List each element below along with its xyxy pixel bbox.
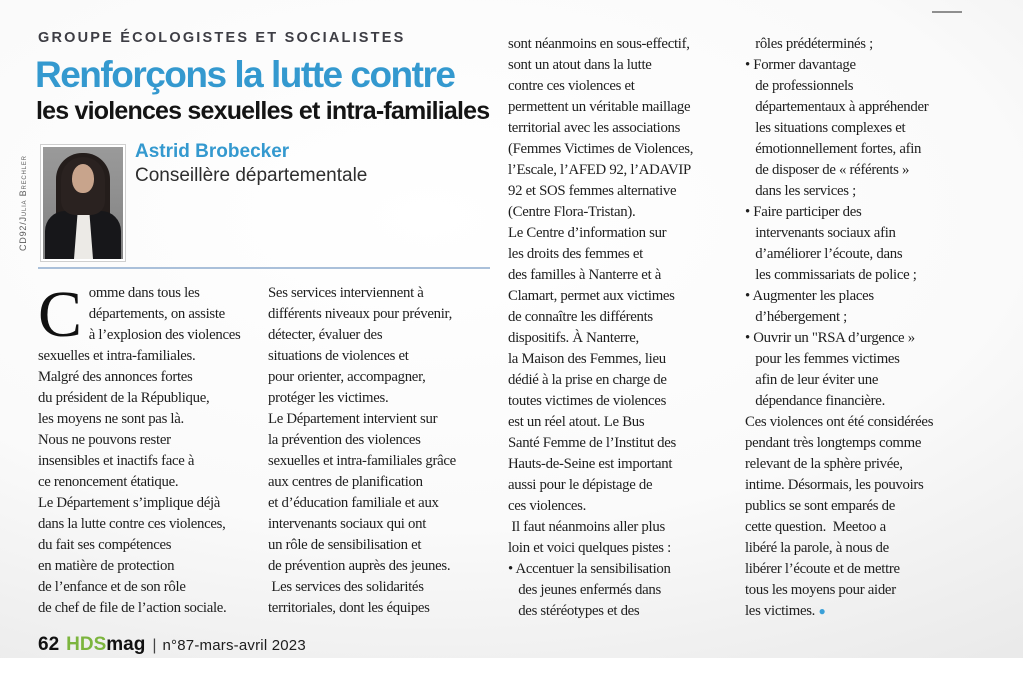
- text-line: Clamart, permet aux victimes: [508, 288, 675, 304]
- magazine-logo: [66, 634, 145, 656]
- text-line: pendant très longtemps comme: [745, 435, 922, 451]
- text-line: les victimes. ●: [745, 603, 826, 619]
- text-line: aussi pour le dépistage de: [508, 477, 653, 493]
- text-line: pour orienter, accompagner,: [268, 369, 426, 385]
- text-line: (Centre Flora-Tristan).: [508, 204, 636, 220]
- text-line: Le Centre d’information sur: [508, 225, 667, 241]
- section-kicker: GROUPE ÉCOLOGISTES ET SOCIALISTES: [38, 30, 406, 46]
- text-line: omme dans tous les: [88, 285, 200, 301]
- article-subtitle: les violences sexuelles et intra-familiales: [36, 97, 490, 125]
- text-line: loin et voici quelques pistes :: [508, 540, 671, 556]
- text-line: • Former davantage: [745, 57, 856, 73]
- text-line: cette question. Meetoo a: [745, 519, 886, 535]
- text-line: Ces violences ont été considérées: [745, 414, 934, 430]
- text-line: l’Escale, l’AFED 92, l’ADAVIP: [508, 162, 691, 178]
- text-line: Malgré des annonces fortes: [38, 369, 193, 385]
- text-line: d’hébergement ;: [745, 309, 847, 325]
- text-line: les moyens ne sont pas là.: [38, 411, 184, 427]
- text-line: les situations complexes et: [745, 120, 906, 136]
- text-line: Ses services interviennent à: [268, 285, 424, 301]
- text-column-4: [745, 34, 985, 622]
- text-line: pour les femmes victimes: [745, 351, 900, 367]
- text-line: 92 et SOS femmes alternative: [508, 183, 677, 199]
- text-line: des familles à Nanterre et à: [508, 267, 662, 283]
- magazine-logo-mag: mag: [106, 634, 146, 655]
- text-line: (Femmes Victimes de Violences,: [508, 141, 694, 157]
- text-line: ces violences.: [508, 498, 586, 514]
- text-line: Le Département s’implique déjà: [38, 495, 221, 511]
- text-line: est un réel atout. Le Bus: [508, 414, 645, 430]
- text-line: Le Département intervient sur: [268, 411, 438, 427]
- text-line: de connaître les différents: [508, 309, 653, 325]
- page-top-rule: [932, 11, 962, 13]
- text-line: la Maison des Femmes, lieu: [508, 351, 666, 367]
- text-line: tous les moyens pour aider: [745, 582, 896, 598]
- text-line: un rôle de sensibilisation et: [268, 537, 422, 553]
- text-line: contre ces violences et: [508, 78, 635, 94]
- text-line: des stéréotypes et des: [508, 603, 640, 619]
- text-column-2: [268, 283, 498, 619]
- text-line: la prévention des violences: [268, 432, 421, 448]
- text-line: intime. Désormais, les pouvoirs: [745, 477, 924, 493]
- page-bottom-margin: [0, 658, 1023, 679]
- portrait-face-shape: [72, 164, 94, 193]
- text-line: sexuelles et intra-familiales grâce: [268, 453, 456, 469]
- text-line: départementaux à appréhender: [745, 99, 929, 115]
- text-line: • Augmenter les places: [745, 288, 874, 304]
- end-mark-dot: ●: [818, 604, 826, 618]
- text-line: sexuelles et intra-familiales.: [38, 348, 196, 364]
- text-line: territoriales, dont les équipes: [268, 600, 430, 616]
- text-line: intervenants sociaux qui ont: [268, 516, 427, 532]
- text-line: émotionnellement fortes, afin: [745, 141, 922, 157]
- text-line: d’améliorer l’écoute, dans: [745, 246, 903, 262]
- author-role: Conseillère départementale: [135, 165, 368, 186]
- magazine-logo-hds: HDS: [66, 634, 107, 655]
- text-line: de l’enfance et de son rôle: [38, 579, 186, 595]
- author-photo: [40, 144, 126, 262]
- text-line: de prévention auprès des jeunes.: [268, 558, 451, 574]
- text-line: Nous ne pouvons rester: [38, 432, 171, 448]
- text-line: du fait ses compétences: [38, 537, 172, 553]
- text-line: Hauts-de-Seine est important: [508, 456, 673, 472]
- article-title: Renforçons la lutte contre: [35, 54, 455, 95]
- text-line: situations de violences et: [268, 348, 409, 364]
- text-line: libéré la parole, à nous de: [745, 540, 889, 556]
- page-footer: [38, 634, 306, 656]
- text-line: Santé Femme de l’Institut des: [508, 435, 677, 451]
- text-line: • Ouvrir un "RSA d’urgence »: [745, 330, 915, 346]
- text-line: ce renoncement étatique.: [38, 474, 179, 490]
- text-line: de professionnels: [745, 78, 854, 94]
- text-line: toutes victimes de violences: [508, 393, 667, 409]
- text-line: Les services des solidarités: [268, 579, 424, 595]
- author-block: [135, 141, 367, 187]
- text-line: différents niveaux pour prévenir,: [268, 306, 452, 322]
- text-line: dans les services ;: [745, 183, 856, 199]
- text-line: dédié à la prise en charge de: [508, 372, 667, 388]
- text-line: libérer l’écoute et de mettre: [745, 561, 900, 577]
- text-line: territorial avec les associations: [508, 120, 681, 136]
- text-line: relevant de la sphère privée,: [745, 456, 903, 472]
- text-line: de disposer de « référents »: [745, 162, 910, 178]
- footer-separator: |: [152, 637, 157, 654]
- text-line: en matière de protection: [38, 558, 175, 574]
- author-name: Astrid Brobecker: [135, 141, 290, 162]
- text-line: afin de leur éviter une: [745, 372, 879, 388]
- photo-credit: CD92/Julia Brechler: [18, 155, 28, 251]
- text-line: dépendance financière.: [745, 393, 885, 409]
- text-line: • Accentuer la sensibilisation: [508, 561, 671, 577]
- header-divider-line: [38, 267, 490, 269]
- text-line: dispositifs. À Nanterre,: [508, 330, 639, 346]
- text-line: sont néanmoins en sous-effectif,: [508, 36, 690, 52]
- text-column-3: [508, 34, 736, 622]
- page-number: 62: [38, 634, 60, 655]
- text-line: les droits des femmes et: [508, 246, 643, 262]
- text-line: permettent un véritable maillage: [508, 99, 691, 115]
- text-line: à l’explosion des violences: [88, 327, 241, 343]
- text-line: aux centres de planification: [268, 474, 423, 490]
- text-line: et d’éducation familiale et aux: [268, 495, 439, 511]
- text-line: dans la lutte contre ces violences,: [38, 516, 226, 532]
- text-line: des jeunes enfermés dans: [508, 582, 661, 598]
- text-line: sont un atout dans la lutte: [508, 57, 652, 73]
- text-line: Il faut néanmoins aller plus: [508, 519, 665, 535]
- text-line: publics se sont emparés de: [745, 498, 895, 514]
- drop-cap: C: [38, 278, 82, 351]
- text-line: de chef de file de l’action sociale.: [38, 600, 227, 616]
- text-line: départements, on assiste: [88, 306, 225, 322]
- text-line: du président de la République,: [38, 390, 210, 406]
- author-portrait-image: [43, 147, 123, 259]
- text-line: • Faire participer des: [745, 204, 862, 220]
- text-line: détecter, évaluer des: [268, 327, 383, 343]
- text-line: rôles prédéterminés ;: [745, 36, 873, 52]
- text-line: insensibles et inactifs face à: [38, 453, 195, 469]
- text-line: intervenants sociaux afin: [745, 225, 896, 241]
- text-line: protéger les victimes.: [268, 390, 389, 406]
- text-column-1: [38, 278, 266, 619]
- issue-label: n°87-mars-avril 2023: [162, 637, 306, 654]
- text-line: les commissariats de police ;: [745, 267, 917, 283]
